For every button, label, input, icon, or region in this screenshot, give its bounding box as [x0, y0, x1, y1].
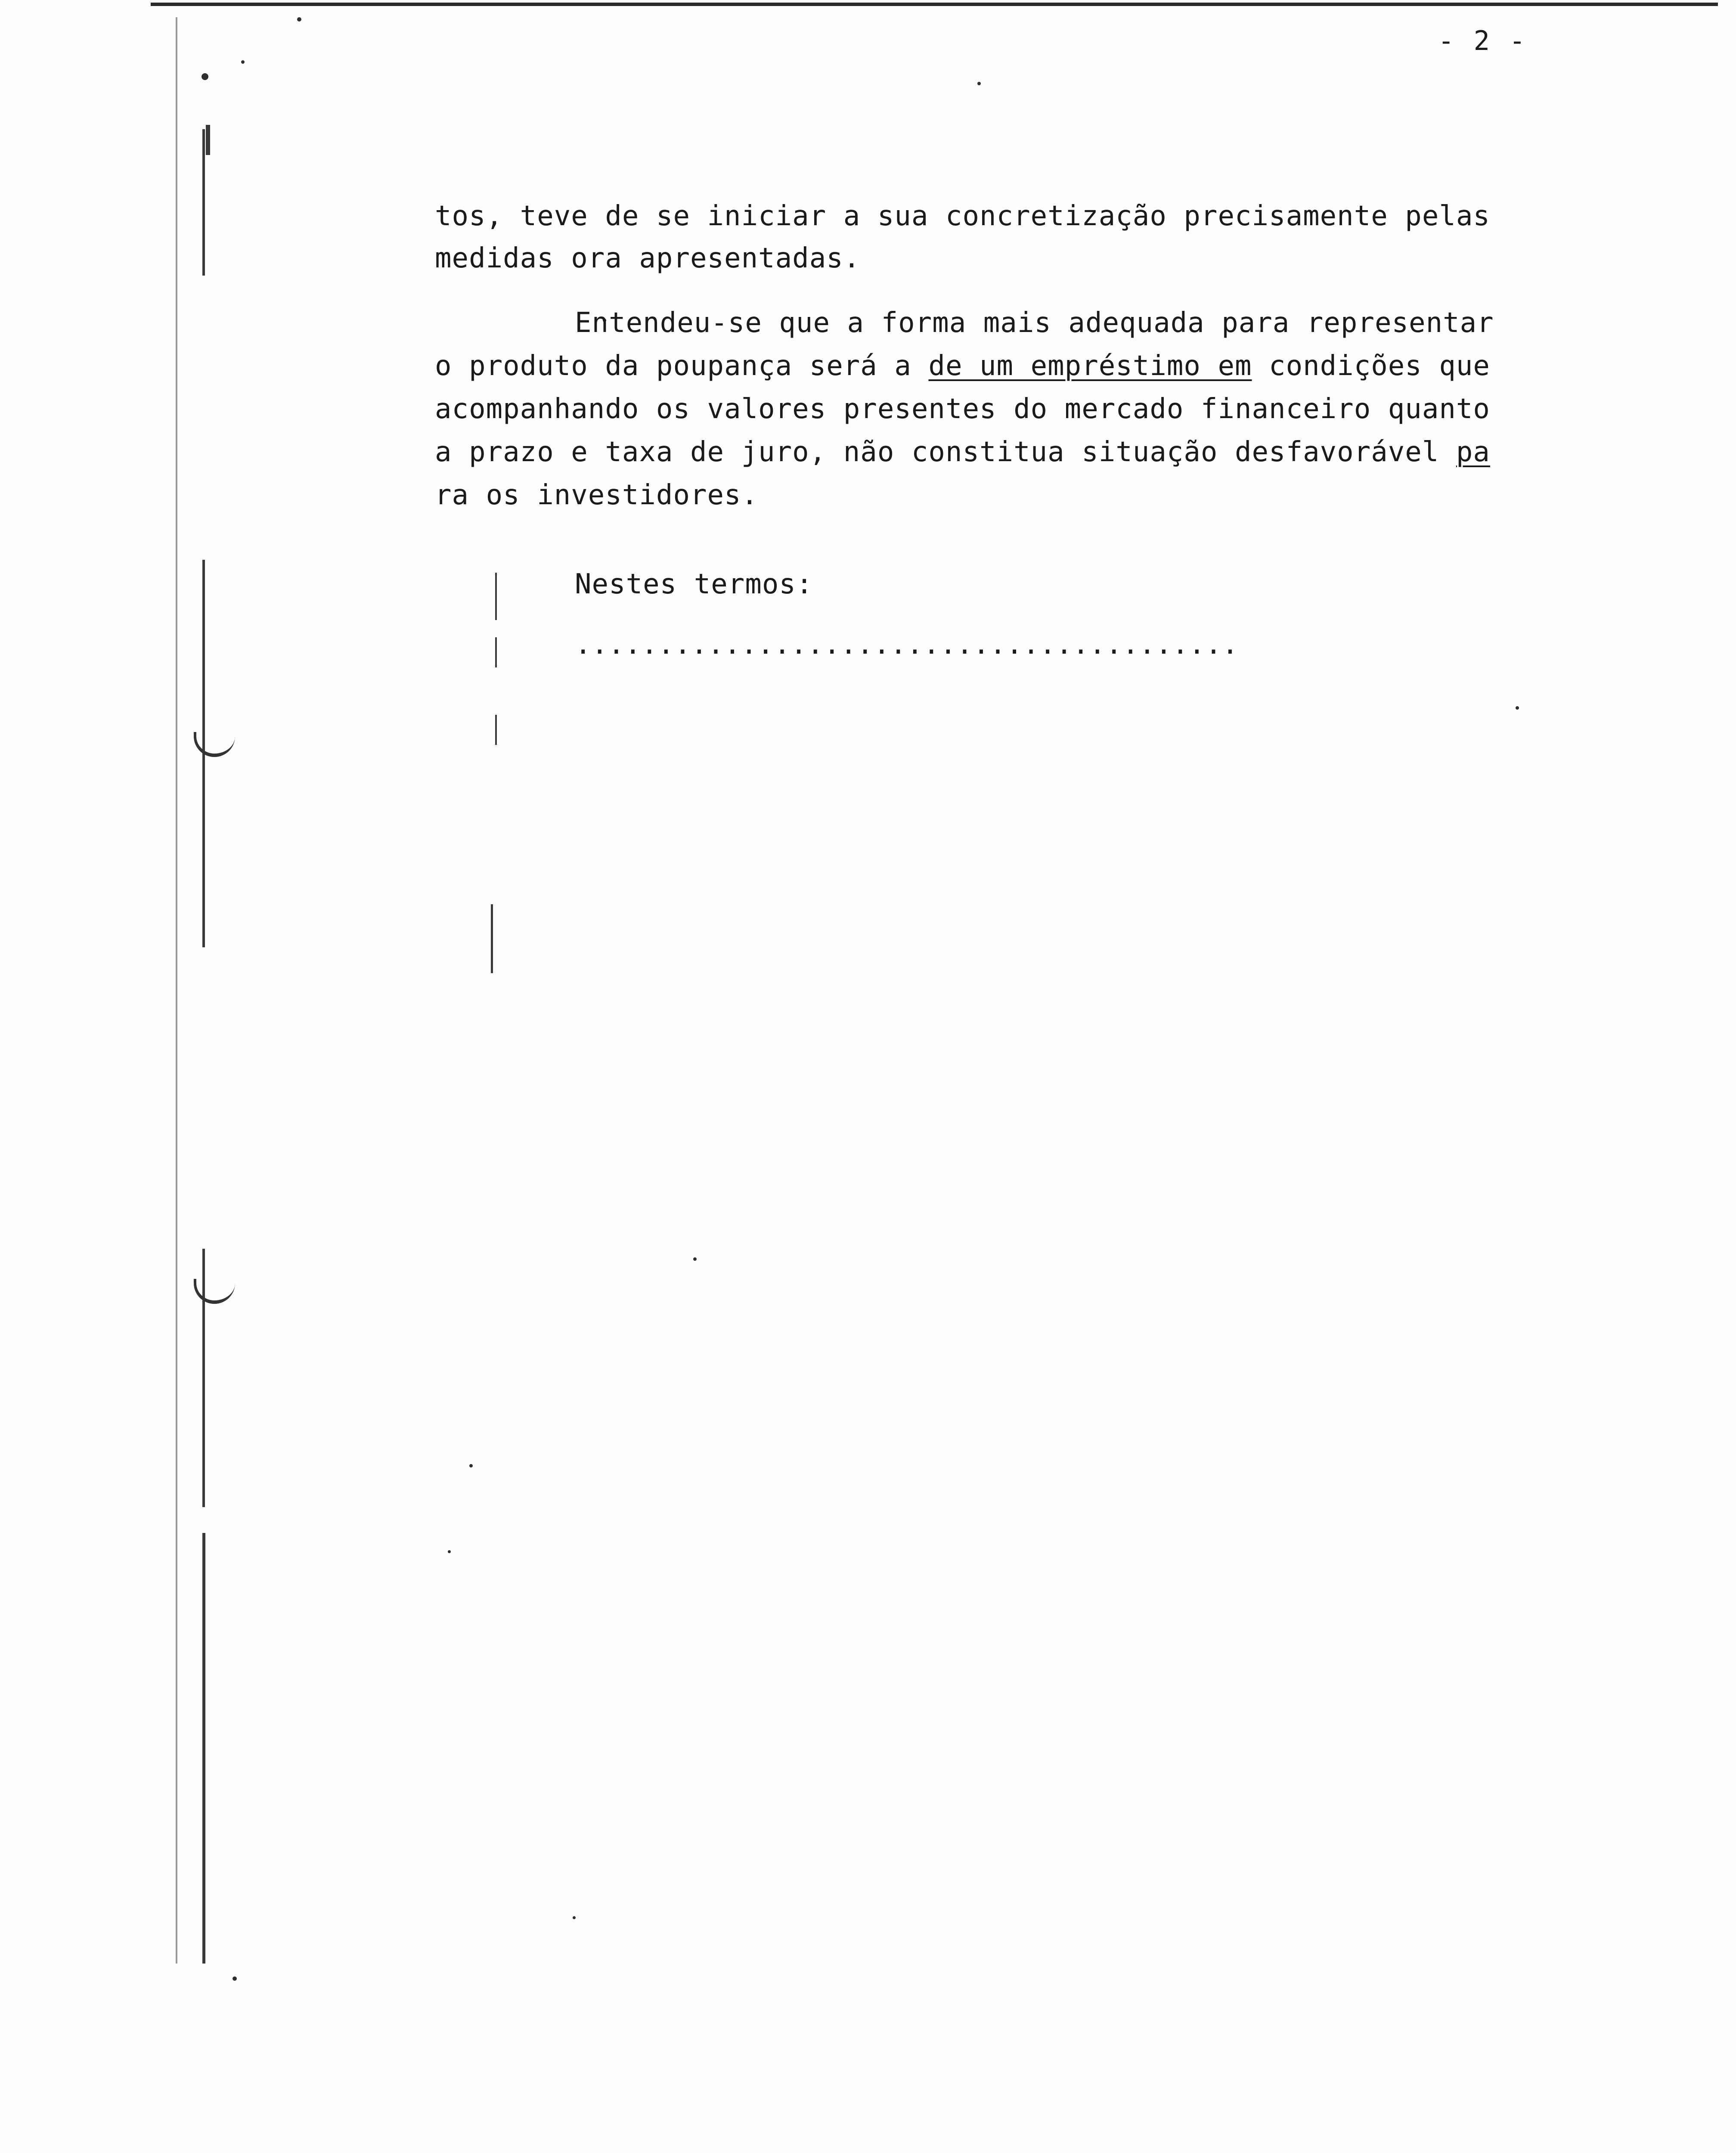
margin-line — [491, 904, 493, 973]
margin-line — [495, 637, 497, 667]
text-line: Entendeu-se que a forma mais adequada para representar — [575, 307, 1494, 339]
text-line: acompanhando os valores presentes do mercado financeiro quanto — [435, 393, 1490, 425]
underlined-text: pa — [1456, 436, 1490, 468]
margin-line — [206, 125, 210, 155]
dotted-line: ........................................ — [575, 629, 1239, 661]
margin-line — [495, 573, 497, 620]
punch-hole-mark — [194, 732, 235, 757]
page-number: - 2 - — [1438, 25, 1527, 56]
text-segment: o produto da poupança será a — [435, 350, 929, 382]
text-segment: a prazo e taxa de juro, não constitua situação desfavorável — [435, 436, 1456, 468]
text-segment: condições que — [1252, 350, 1490, 382]
speck — [202, 73, 208, 80]
text-line — [435, 438, 1490, 466]
speck — [977, 82, 981, 85]
speck — [232, 1976, 237, 1981]
underlined-text: de um empréstimo em — [928, 350, 1252, 382]
text-line: tos, teve de se iniciar a sua concretização precisamente pelas — [435, 200, 1490, 232]
margin-line — [202, 1533, 205, 1964]
punch-hole-mark — [194, 1279, 235, 1304]
speck — [448, 1550, 451, 1553]
speck — [297, 17, 301, 22]
speck — [573, 1916, 576, 1919]
text-line: ra os investidores. — [435, 479, 759, 511]
speck — [693, 1257, 697, 1261]
top-border-line — [151, 3, 1718, 6]
margin-line — [495, 715, 497, 745]
text-line: medidas ora apresentadas. — [435, 242, 861, 274]
speck — [1516, 706, 1519, 710]
margin-line — [176, 17, 177, 1964]
margin-line — [202, 129, 205, 276]
text-line — [435, 352, 1490, 380]
text-line: Nestes termos: — [575, 568, 813, 600]
speck — [469, 1464, 473, 1467]
speck — [241, 60, 245, 64]
